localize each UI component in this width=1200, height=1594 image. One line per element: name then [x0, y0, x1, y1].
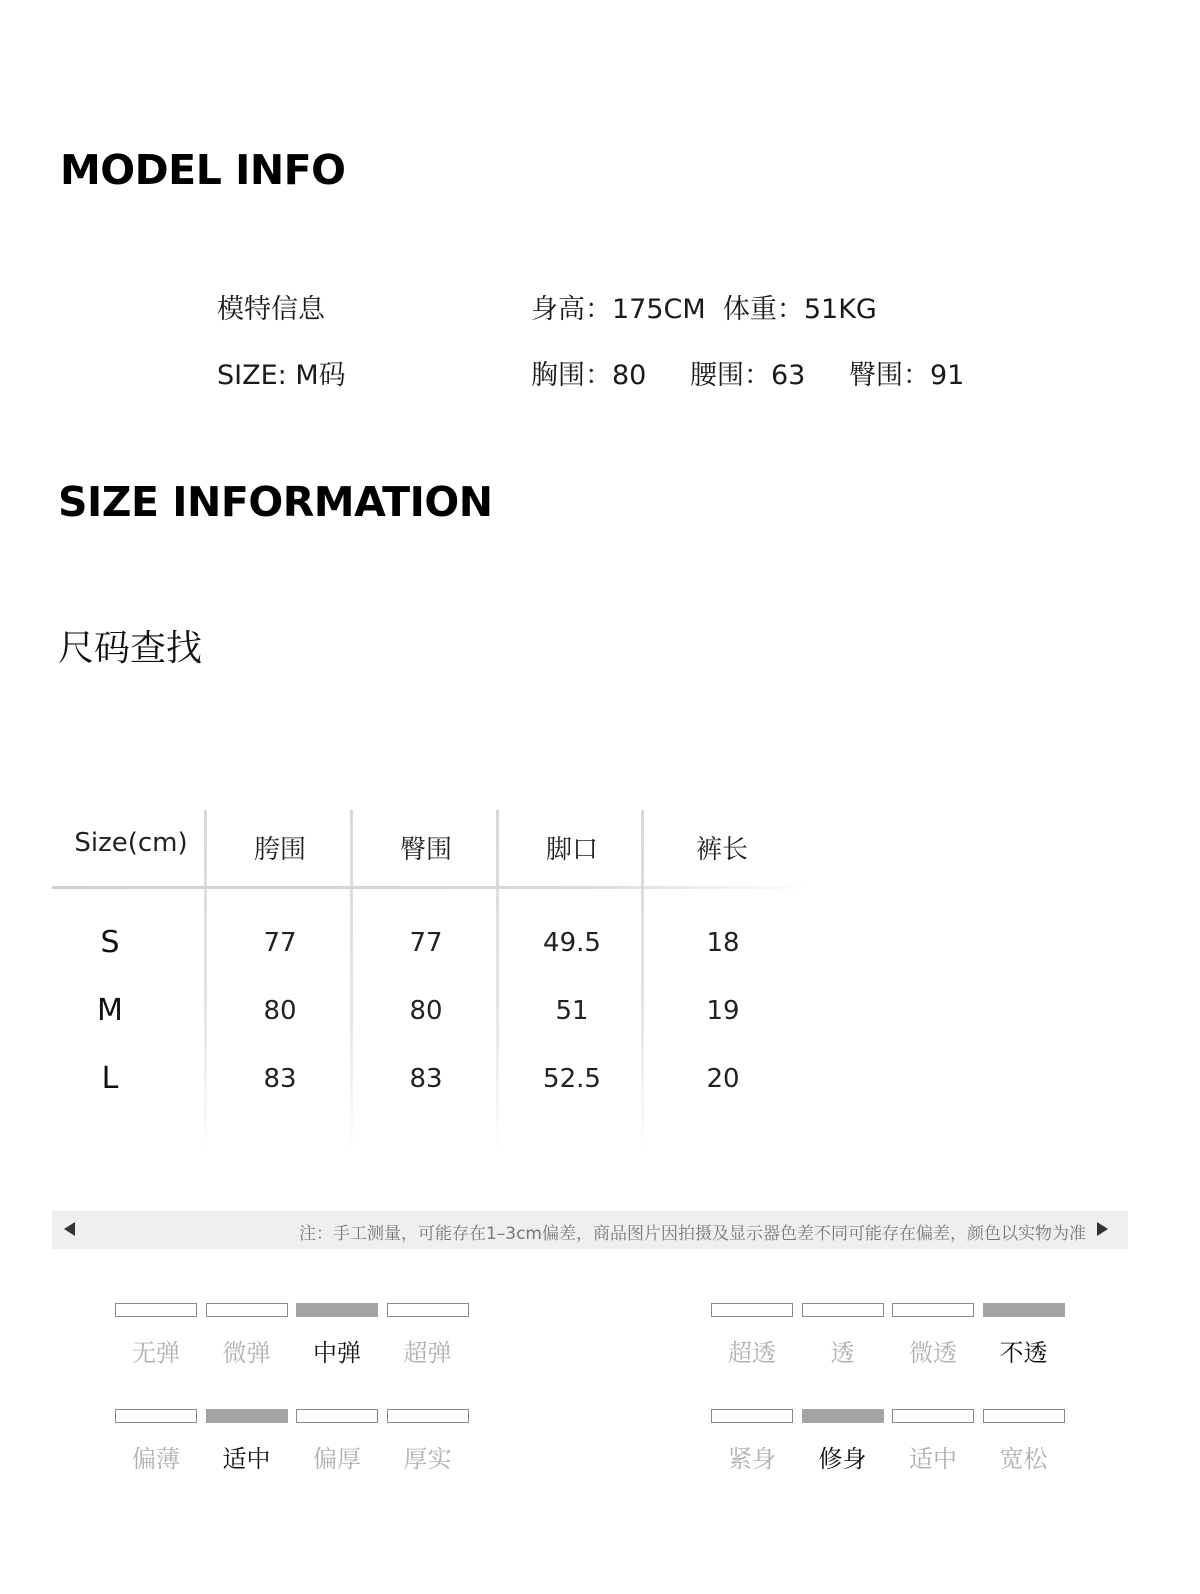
measurement-note-bar: [52, 1211, 1128, 1249]
model-waist: 腰围：63: [690, 360, 806, 391]
measurement-note-text: 注：手工测量，可能存在1–3cm偏差，商品图片因拍摄及显示器色差不同可能存在偏差，颜色以实物为准: [298, 1224, 1086, 1244]
transparency-level-bar: [892, 1303, 974, 1317]
table-header-size: Size(cm): [74, 828, 188, 858]
fit-level-label: 紧身: [728, 1445, 776, 1473]
table-header-hip: 臀围: [399, 835, 452, 865]
table-header-divider: [52, 886, 812, 889]
model-bust: 胸围：80: [531, 360, 647, 391]
thickness-level-bar: [115, 1409, 197, 1423]
table-cell: 52.5: [543, 1064, 601, 1094]
elasticity-level-label: 微弹: [222, 1339, 271, 1367]
elasticity-level-label: 超弹: [403, 1339, 452, 1367]
size-info-heading: SIZE INFORMATION: [58, 478, 493, 526]
thickness-level-label: 偏厚: [313, 1445, 361, 1473]
model-info-label: 模特信息: [217, 294, 325, 325]
fit-level-label: 修身: [818, 1445, 867, 1473]
model-height-weight: 身高：175CM 体重：51KG: [531, 294, 877, 325]
row-size-label: S: [100, 925, 120, 960]
elasticity-level-bar: [387, 1303, 469, 1317]
table-cell: 83: [409, 1064, 443, 1094]
elasticity-level-label: 中弹: [313, 1339, 361, 1367]
table-cell: 20: [706, 1064, 740, 1094]
table-header-length: 裤长: [695, 835, 748, 865]
elasticity-level-bar: [206, 1303, 288, 1317]
transparency-level-label: 微透: [909, 1339, 957, 1367]
fit-level-bar: [983, 1409, 1065, 1423]
table-cell: 19: [706, 996, 740, 1026]
fit-level-label: 宽松: [999, 1445, 1048, 1473]
thickness-level-bar: [206, 1409, 288, 1423]
table-cell: 77: [263, 928, 297, 958]
model-hip: 臀围：91: [849, 360, 965, 391]
table-cell: 49.5: [543, 928, 601, 958]
triangle-left-icon: [64, 1222, 75, 1236]
model-size-label: SIZE: M码: [217, 360, 346, 391]
thickness-level-label: 偏薄: [132, 1445, 180, 1473]
fit-level-bar: [892, 1409, 974, 1423]
table-cell: 80: [263, 996, 297, 1026]
transparency-level-label: 透: [830, 1339, 855, 1367]
table-cell: 18: [706, 928, 740, 958]
transparency-level-label: 不透: [999, 1339, 1048, 1367]
transparency-level-bar: [802, 1303, 884, 1317]
size-lookup-title: 尺码查找: [58, 628, 203, 669]
transparency-level-label: 超透: [728, 1339, 776, 1367]
thickness-level-bar: [387, 1409, 469, 1423]
table-header-crotch: 胯围: [253, 835, 306, 865]
table-cell: 77: [409, 928, 443, 958]
table-cell: 51: [555, 996, 589, 1026]
model-info-heading: MODEL INFO: [60, 146, 346, 194]
elasticity-level-bar: [115, 1303, 197, 1317]
row-size-label: L: [101, 1061, 119, 1096]
fit-level-bar: [802, 1409, 884, 1423]
row-size-label: M: [97, 993, 123, 1028]
transparency-level-bar: [711, 1303, 793, 1317]
table-cell: 83: [263, 1064, 297, 1094]
table-header-hem: 脚口: [545, 835, 598, 865]
fit-level-bar: [711, 1409, 793, 1423]
thickness-level-bar: [296, 1409, 378, 1423]
elasticity-level-label: 无弹: [132, 1339, 180, 1367]
thickness-level-label: 厚实: [403, 1445, 452, 1473]
triangle-right-icon: [1097, 1222, 1108, 1236]
table-cell: 80: [409, 996, 443, 1026]
elasticity-level-bar: [296, 1303, 378, 1317]
thickness-level-label: 适中: [222, 1445, 271, 1473]
fit-level-label: 适中: [909, 1445, 957, 1473]
transparency-level-bar: [983, 1303, 1065, 1317]
